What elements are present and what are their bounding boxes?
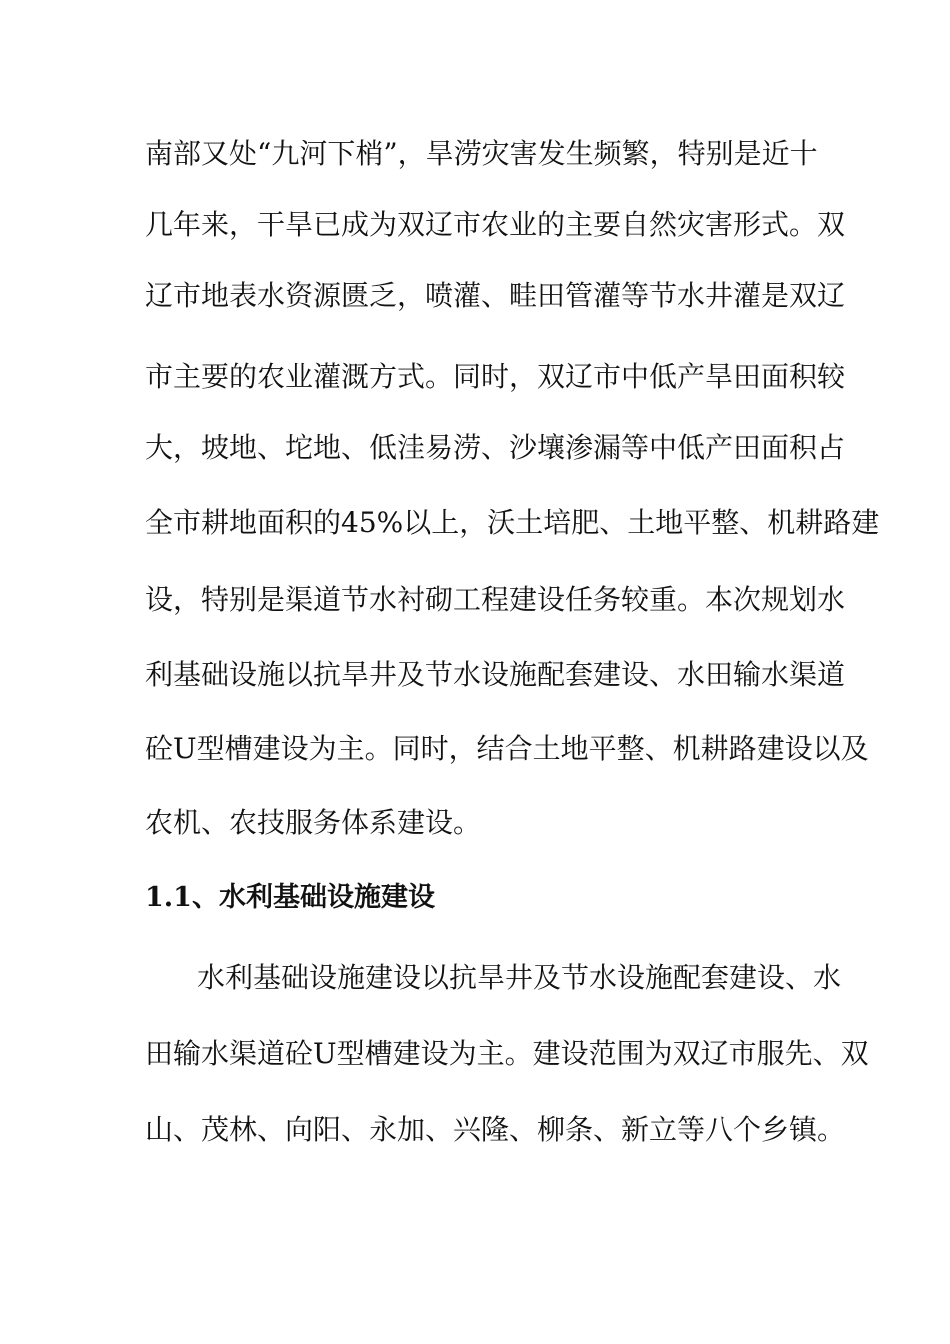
section-heading: 1.1、水利基础设施建设 xyxy=(145,882,435,913)
paragraph-2-line-2: 田输水渠道砼U型槽建设为主。建设范围为双辽市服先、双 xyxy=(145,1037,869,1070)
paragraph-1-line-6: 全市耕地面积的45%以上，沃土培肥、土地平整、机耕路建 xyxy=(145,506,880,539)
paragraph-2-line-3: 山、茂林、向阳、永加、兴隆、柳条、新立等八个乡镇。 xyxy=(145,1113,846,1146)
paragraph-1-line-9: 砼U型槽建设为主。同时，结合土地平整、机耕路建设以及 xyxy=(145,732,869,765)
paragraph-1-line-4: 市主要的农业灌溉方式。同时，双辽市中低产旱田面积较 xyxy=(145,360,846,393)
paragraph-1-line-5: 大，坡地、坨地、低洼易涝、沙壤渗漏等中低产田面积占 xyxy=(145,431,846,464)
paragraph-1-line-3: 辽市地表水资源匮乏，喷灌、畦田管灌等节水井灌是双辽 xyxy=(145,279,846,312)
paragraph-2-line-1: 水利基础设施建设以抗旱井及节水设施配套建设、水 xyxy=(197,961,842,994)
paragraph-1-line-2: 几年来，干旱已成为双辽市农业的主要自然灾害形式。双 xyxy=(145,208,846,241)
paragraph-1-line-1: 南部又处“九河下梢”，旱涝灾害发生频繁，特别是近十 xyxy=(145,137,818,170)
paragraph-1-line-7: 设，特别是渠道节水衬砌工程建设任务较重。本次规划水 xyxy=(145,583,846,616)
paragraph-1-line-10: 农机、农技服务体系建设。 xyxy=(145,806,482,839)
paragraph-1-line-8: 利基础设施以抗旱井及节水设施配套建设、水田输水渠道 xyxy=(145,658,846,691)
